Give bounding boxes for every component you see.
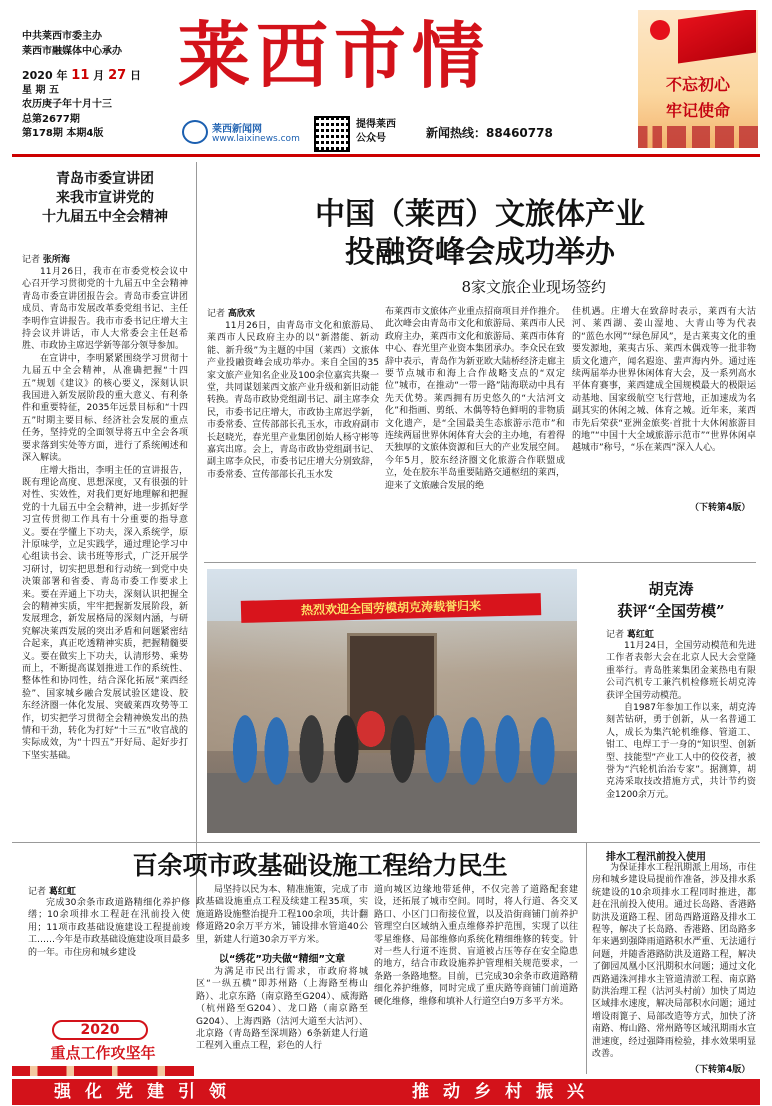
- footer-slogan-right: 推动乡村振兴: [412, 1082, 598, 1102]
- section-divider: [12, 842, 760, 843]
- bottom-article-col2: 局坚持以民为本、精准施策，完成了市政基础设施重点工程及续建工程35项，实施道路设施整治提升工程100余项，共计翻修道路20余万平方米，铺设排水管道40公里，新建人行道30余万平方米。: [196, 885, 368, 945]
- promo-year: 2020: [52, 1020, 148, 1040]
- news-hotline: 新闻热线：88460778: [426, 126, 553, 140]
- bottom-article-subhead: 以“绣花”功夫做“精细”文章: [218, 954, 346, 965]
- promo-skyline: [12, 1066, 194, 1076]
- main-article-byline: 记者 高欣欢: [207, 309, 255, 319]
- bottom-headline: 百余项市政基础设施工程给力民生: [132, 851, 508, 880]
- qr-caption: 提得莱西 公众号: [356, 119, 396, 144]
- drainage-body: 为保证排水工程汛期派上用场，市住房和城乡建设局提前作准备，涉及排水系统建设的10余项排水工程同时推进，都赶在汛前投入使用。通过长岛路、香港路防洪及道路工程、团岛西路道路及排水工程等，解决了长岛路、香港路、团岛路多年来遇到强降雨道路积水严重、无法通行问题，并随香港路防洪及道路工程，解决了御园凤凰小区汛期积水问题；通过文化西路通洙河排水主管道清淤工程、南京路防洪治理工程（沽河头村前）加快了周边区域排水速度，解决局部积水问题；通过增设雨篦子、局部改造等方式，加快了济南路、梅山路、常州路等区域汛期雨水宣泄速度，经过强降雨检验，排水效果明显改善。: [592, 863, 756, 1060]
- news-photo: [207, 569, 577, 833]
- drainage-title: 排水工程汛前投入使用: [606, 852, 706, 863]
- drainage-continued: （下转第4版）: [690, 1065, 751, 1075]
- people-group: [217, 689, 567, 789]
- issue-number: 第178期 本期4版: [22, 128, 104, 139]
- skyline-decoration: [638, 126, 758, 148]
- bottom-article-col1: 完成30余条市政道路精细化养护修缮；10余项排水工程赶在汛前投入使用；11项市政基础设施建设工程提前竣工……今年是市政基础设施建设项目最多的一年。市住房和城乡建设: [28, 898, 190, 958]
- site-name: 莱西新闻网: [212, 124, 262, 135]
- masthead-info: [22, 30, 170, 142]
- promo-banner: [12, 1018, 194, 1076]
- slogan-line: 牢记使命: [665, 101, 730, 120]
- masthead-strip: [178, 116, 618, 150]
- column-divider: [196, 162, 197, 908]
- main-article-col1: 11月26日，由青岛市文化和旅游局、莱西市人民政府主办的以“新潜能、新动能、新升级”为主题的中国（莱西）文旅体产业投融资峰会成功举办。来自全国的35家文旅产业知名企业及100余位嘉宾共聚一堂，共同谋划莱西文旅产业升级和新旧动能转换。青岛市政协党组副书记、副主席李众民，市委书记庄增大，市政协主席迟学新，市委常委、宣传部部长孔玉水，市政府副市长赵晓光，春光里产业集团创始人杨守彬等嘉宾出席。会上，青岛市政协党组副书记、副主席李众民，市委书记庄增大分别致辞，市委常委、宣传部部长孔玉水发: [207, 321, 379, 480]
- promo-text: 重点工作攻坚年: [50, 1044, 156, 1062]
- left-article-body: 11月26日，我市在市委党校会议中心召开学习贯彻党的十九届五中全会精神青岛市委宣讲团报告会。青岛市委宣讲团成员、青岛市发展改革委党组书记、主任李明作宣讲报告。我市市委书记庄增大主持会议并讲话，市人大常委会主任赵希胜、市政协主席迟学新等部分领导参加。 在宣讲中，李明紧紧围绕学习贯彻十九届五中全会精神，从准确把握“十四五”规划《建议》的核心要义，深刻认识我国进入新发展阶段的重大意义、有利条件和重要特征，2035年远景目标和“十四五”时期主要目标、经济社会发展的重点任务，坚持党的全面领导将五中全会各项要求落到实处等方面，进行了系统阐述和深入解读。 庄增大指出，李明主任的宣讲报告，既有理论高度、思想深度，又有很强的针对性、实效性，对我们更好地理解和把握党的十九届五中全会精神，进一步抓好学习宣传贯彻工作具有十分重要的指导意义。要在学懂上下功夫，深入系统学，原汁原味学，立足实践学，通过理论学习中心组读书会、读书班等形式，广泛开展学习研讨，切实把思想和行动统一到党中央决策部署和省委、青岛市委工作要求上来。要在弄通上下功夫，深刻认识把握全会的精神实质，牢牢把握新发展阶段，新发展理念，新发展格局的深刻内涵，与研究解决莱西发展的突出矛盾和问题紧密结合起来，真正吃透精神实质，把握精髓要义。要在做实上下功夫，认清形势、乘势而上，不断提高谋划推进工作的系统性、整体性和协同性，结合深化拓展“莱西经验”、国家城乡融合发展试验区建设、胶东经济圈一体化发展、突破莱西攻势等工作，切实把学习贯彻全会精神焕发出的热情和干劲，转化为打好“十三五”收官战的实际成效，为“十四五”开好局、起好步打下坚实基础。: [22, 267, 188, 761]
- emblem-icon: [650, 20, 670, 40]
- issue-date: 2020 年 11 月 27 日: [22, 68, 142, 83]
- bottom-article-byline: 记者 葛红虹: [28, 887, 76, 897]
- masthead-rule: [12, 154, 760, 157]
- slogan-badge: [638, 10, 758, 148]
- weekday: 星 期 五: [22, 84, 59, 96]
- main-subheadline: 8家文旅企业现场签约: [461, 278, 606, 296]
- hu-article-title: 胡克涛 获评“全国劳模”: [617, 580, 725, 620]
- column-divider: [586, 842, 587, 1074]
- total-issue: 总第2677期: [22, 113, 80, 125]
- left-article-byline: 记者 张所海: [22, 255, 70, 265]
- lunar-date: 农历庚子年十月十三: [22, 99, 112, 110]
- site-url: www.laixinews.com: [212, 134, 300, 144]
- main-article-continued: （下转第4版）: [690, 503, 751, 513]
- section-divider: [204, 562, 756, 563]
- organizer-line: 中共莱西市委主办: [22, 31, 102, 42]
- site-logo-icon: [182, 120, 208, 144]
- main-article-col2: 布莱西市文旅体产业重点招商项目并作推介。此次峰会由青岛市文化和旅游局、莱西市人民政府主办，莱西市文化和旅游局、莱西市体育中心、春光里产业资本集团承办。李众民在致辞中表示，青岛作为新亚欧大陆桥经济走廊主要节点城市和海上合作战略支点的“双定位”城市，在推动“一带一路”陆海联动中具有先天优势。莱西拥有历史悠久的“大沽河文化”和指画、剪纸、木偶等特色鲜明的非物质文化遗产，是“全国最美生态旅游示范市”和连续两届世界休闲体育大会的主办地，有着得天独厚的文旅体资源和巨大的产业发展空间。今年5月，胶东经济圈文化旅游合作联盟成立，处在胶东半岛重要陆路交通枢纽的莱西，迎来了文旅融合发展的绝: [385, 307, 565, 491]
- main-headline: 中国（莱西）文旅体产业 投融资峰会成功举办: [315, 197, 645, 270]
- slogan-line: 不忘初心: [665, 75, 730, 94]
- footer-slogan-bar: [12, 1079, 760, 1105]
- welcome-banner: 热烈欢迎全国劳模胡克涛载誉归来: [241, 593, 541, 623]
- bottom-article-col3: 道向城区边缘地带延伸，不仅完善了道路配套建设，还拓展了城市空间。同时，将人行道、各交叉路口、小区门口衔接位置，以及沿街商铺门前养护管理空白区域纳入重点维修养护范围，实现了以往零星维修、局部维修向系统化精细维修的转变。针对一些人行道不连贯、盲道被占压等存在安全隐患的地方，结合市政设施养护管理相关规范要求，一条路一条路地整。目前，已完成30余条市政道路精细化养护维修，同时完成了重庆路等商铺门前道路硬化维修，维修和填补人行道空白9万多平方米。: [374, 885, 578, 1007]
- left-article-title: 青岛市委宣讲团 来我市宣讲党的 十九届五中全会精神: [42, 171, 168, 225]
- hu-article-byline: 记者 葛红虹: [606, 630, 654, 640]
- qr-code-icon: [314, 116, 350, 152]
- main-article-col3: 佳机遇。庄增大在致辞时表示，莱西有大沽河、莱西湖、姜山湿地、大青山等为代表的“蓝色水网”“绿色屏风”，是古莱夷文化的重要发源地，莱夷古乐、莱西木偶戏等一批非物质文化遗产，闻名遐迩、蜚声海内外。通过连续两届举办世界休闲体育大会，及一系列高水平体育赛事，莱西建成全国规模最大的极限运动基地、国家级航空飞行营地，正加速成为名副其实的休闲之城、体育之城。近年来，莱西市先后荣获“亚洲金旅奖·首批十大休闲旅游目的地”“中国十大全域旅游示范市”“世界休闲卓越城市”称号，“乐在莱西”深入人心。: [572, 307, 756, 454]
- organizer-line: 莱西市融媒体中心承办: [22, 45, 122, 57]
- newspaper-title: 莱西市情: [178, 13, 491, 98]
- party-flag-icon: [678, 10, 756, 63]
- footer-slogan-left: 强化党建引领: [54, 1082, 240, 1102]
- bottom-article-col2b: 为满足市民出行需求，市政府将城区“一纵五横”即苏州路（上海路至梅山路）、北京东路（南京路至G204）、威海路（杭州路至G204）、龙口路（南京路至G204）、上海西路（沽河大道至大沽河）、北京路（青岛路至深圳路）6条新建人行道工程列入重点工程，彩色的人行: [196, 967, 368, 1052]
- hu-article-body: 11月24日，全国劳动模范和先进工作者表彰大会在北京人民大会堂隆重举行。青岛胜莱集团金莱热电有限公司汽机专工兼汽机检修班长胡克涛获评全国劳动模范。 自1987年参加工作以来，胡克涛刻苦钻研，勇于创新，从一名普通工人，成长为集汽轮机维修、管道工、钳工、电焊工于一身的“知识型、创新型、技能型”产业工人中的佼佼者，被誉为“汽轮机治治专家”。据测算，胡克涛采取技改措施方式，共计节约资金1200余万元。: [606, 641, 756, 800]
